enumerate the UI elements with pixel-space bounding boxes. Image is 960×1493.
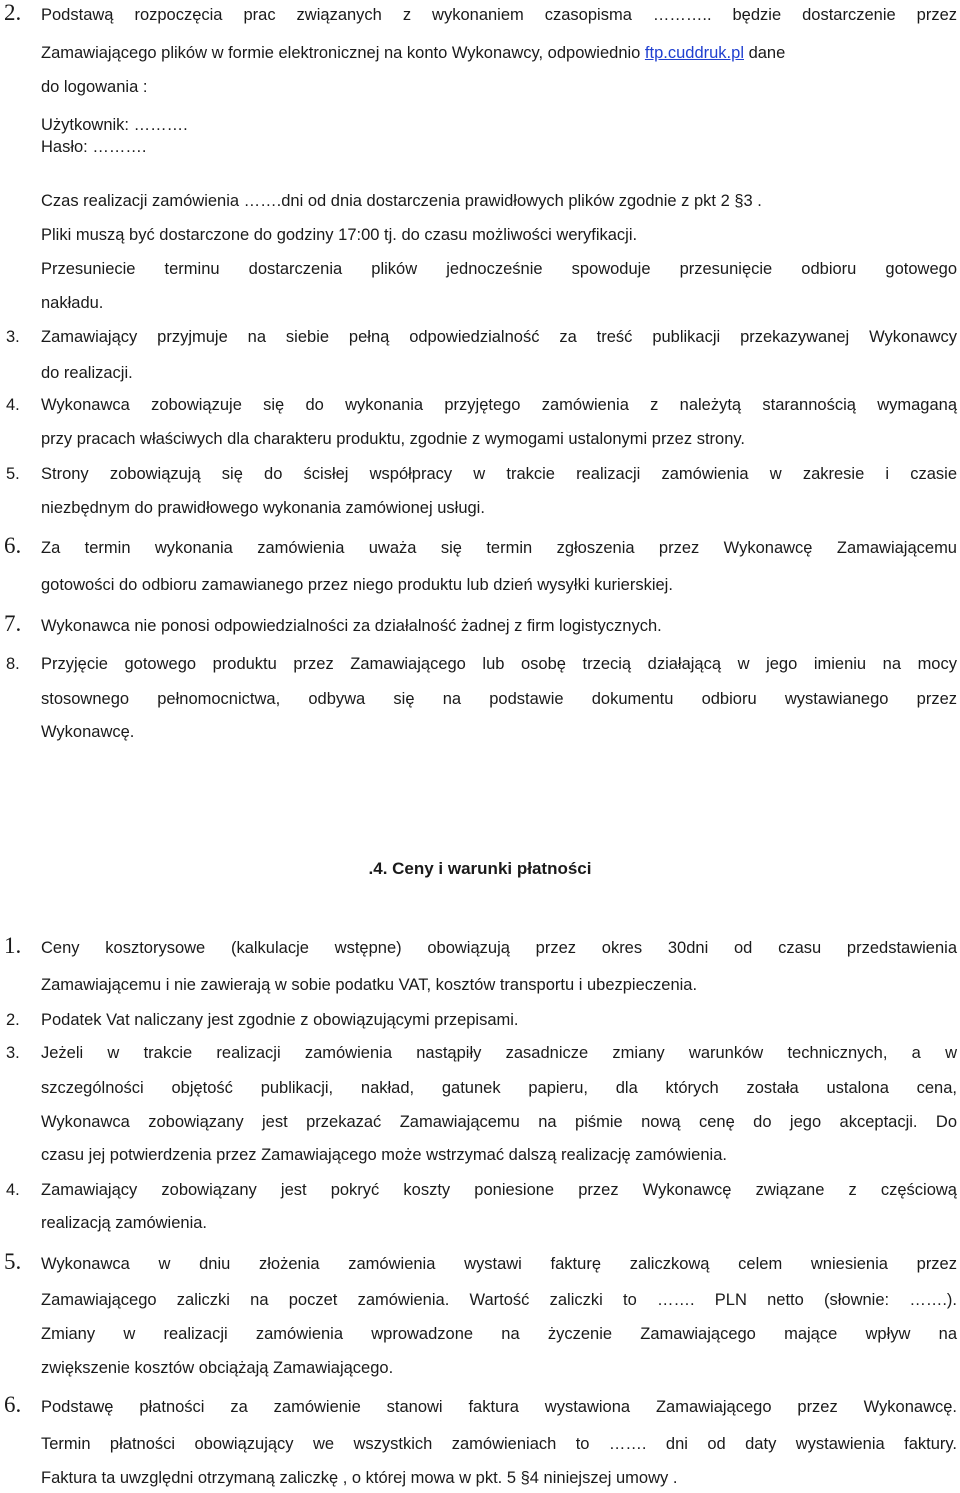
paragraph-line: przy pracach właściwych dla charakteru produktu, zgodnie z wymogami ustalonymi przez strony. <box>41 430 745 448</box>
username-line: Użytkownik: ………. <box>41 116 188 134</box>
paragraph-line: Wykonawca zobowiązuje się do wykonania przyjętego zamówienia z należytą starannością wymaganą <box>41 396 957 414</box>
item-number: 3. <box>6 1044 20 1062</box>
paragraph-line: Pliki muszą być dostarczone do godziny 17:00 tj. do czasu możliwości weryfikacji. <box>41 226 638 244</box>
paragraph-line: Wykonawca zobowiązany jest przekazać Zamawiającemu na piśmie nową cenę do jego akceptacji. Do <box>41 1113 957 1131</box>
paragraph-line: zwiększenie kosztów obciążają Zamawiającego. <box>41 1359 394 1377</box>
paragraph-line: Podstawą rozpoczęcia prac związanych z wykonaniem czasopisma ……….. będzie dostarczenie przez <box>41 6 957 24</box>
paragraph-line: do logowania : <box>41 78 148 96</box>
item-number: 4. <box>6 1181 20 1199</box>
paragraph-line: Ceny kosztorysowe (kalkulacje wstępne) obowiązują przez okres 30dni od czasu przedstawienia <box>41 939 957 957</box>
paragraph-line: stosownego pełnomocnictwa, odbywa się na podstawie dokumentu odbioru wystawianego przez <box>41 690 957 708</box>
paragraph-line: Podstawę płatności za zamówienie stanowi faktura wystawiona Zamawiającego przez Wykonawcę. <box>41 1398 957 1416</box>
paragraph-line: Wykonawca w dniu złożenia zamówienia wystawi fakturę zaliczkową celem wniesienia przez <box>41 1255 957 1273</box>
paragraph-line: Przesuniecie terminu dostarczenia plików jednocześnie spowoduje przesunięcie odbioru gotowego <box>41 260 957 278</box>
item-number: 4. <box>6 396 20 414</box>
item-number: 2. <box>4 0 22 25</box>
paragraph-line: gotowości do odbioru zamawianego przez niego produktu lub dzień wysyłki kurierskiej. <box>41 576 673 594</box>
item-number: 2. <box>6 1011 20 1029</box>
text-segment: dane <box>743 44 786 62</box>
paragraph-line: Jeżeli w trakcie realizacji zamówienia nastąpiły zasadnicze zmiany warunków technicznych, a w <box>41 1044 957 1062</box>
item-number: 6. <box>4 533 22 558</box>
ftp-link[interactable]: ftp.cuddruk.pl <box>644 44 744 62</box>
paragraph-line <box>41 44 957 63</box>
paragraph-line: Termin płatności obowiązujący we wszystkich zamówieniach to ……. dni od daty wystawienia faktury. <box>41 1435 957 1453</box>
item-number: 6. <box>4 1392 22 1417</box>
paragraph-line: Zamawiający zobowiązany jest pokryć koszty poniesione przez Wykonawcę związane z częściową <box>41 1181 957 1199</box>
paragraph-line: niezbędnym do prawidłowego wykonania zamówionej usługi. <box>41 499 485 517</box>
paragraph-line: realizacją zamówienia. <box>41 1214 207 1232</box>
paragraph-line: szczególności objętość publikacji, nakład, gatunek papieru, dla których została ustalona cena, <box>41 1079 957 1097</box>
paragraph-line: Strony zobowiązują się do ścisłej współpracy w trakcie realizacji zamówienia w zakresie i czasie <box>41 465 957 483</box>
paragraph-line: Zamawiającemu i nie zawierają w sobie podatku VAT, kosztów transportu i ubezpieczenia. <box>41 976 698 994</box>
paragraph-line: nakładu. <box>41 294 104 312</box>
text-segment: Zamawiającego plików w formie elektronicznej na konto Wykonawcy, odpowiednio <box>41 44 645 62</box>
item-number: 8. <box>6 655 20 673</box>
item-number: 3. <box>6 328 20 346</box>
paragraph-line: Wykonawcę. <box>41 723 135 741</box>
password-line: Hasło: ………. <box>41 138 147 156</box>
paragraph-line: Wykonawca nie ponosi odpowiedzialności za działalność żadnej z firm logistycznych. <box>41 617 662 635</box>
item-number: 5. <box>6 465 20 483</box>
paragraph-line: Zmiany w realizacji zamówienia wprowadzone na życzenie Zamawiającego mające wpływ na <box>41 1325 957 1343</box>
section-heading: .4. Ceny i warunki płatności <box>368 859 592 878</box>
paragraph-line: Za termin wykonania zamówienia uważa się termin zgłoszenia przez Wykonawcę Zamawiającemu <box>41 539 957 557</box>
paragraph-line: Podatek Vat naliczany jest zgodnie z obowiązującymi przepisami. <box>41 1011 519 1029</box>
paragraph-line: Zamawiającego zaliczki na poczet zamówienia. Wartość zaliczki to ……. PLN netto (słownie: …….). <box>41 1291 957 1309</box>
item-number: 1. <box>4 933 22 958</box>
paragraph-line: czasu jej potwierdzenia przez Zamawiającego może wstrzymać dalszą realizację zamówienia. <box>41 1146 727 1164</box>
item-number: 7. <box>4 611 22 636</box>
paragraph-line: do realizacji. <box>41 364 133 382</box>
paragraph-line: Przyjęcie gotowego produktu przez Zamawiającego lub osobę trzecią działającą w jego imieniu na mocy <box>41 655 957 673</box>
paragraph-line: Faktura ta uwzględni otrzymaną zaliczkę , o której mowa w pkt. 5 §4 niniejszej umowy . <box>41 1469 678 1487</box>
item-number: 5. <box>4 1249 22 1274</box>
paragraph-line: Zamawiający przyjmuje na siebie pełną odpowiedzialność za treść publikacji przekazywanej Wykonawcy <box>41 328 957 346</box>
paragraph-line: Czas realizacji zamówienia …….dni od dnia dostarczenia prawidłowych plików zgodnie z pkt 2 §3 . <box>41 192 762 210</box>
